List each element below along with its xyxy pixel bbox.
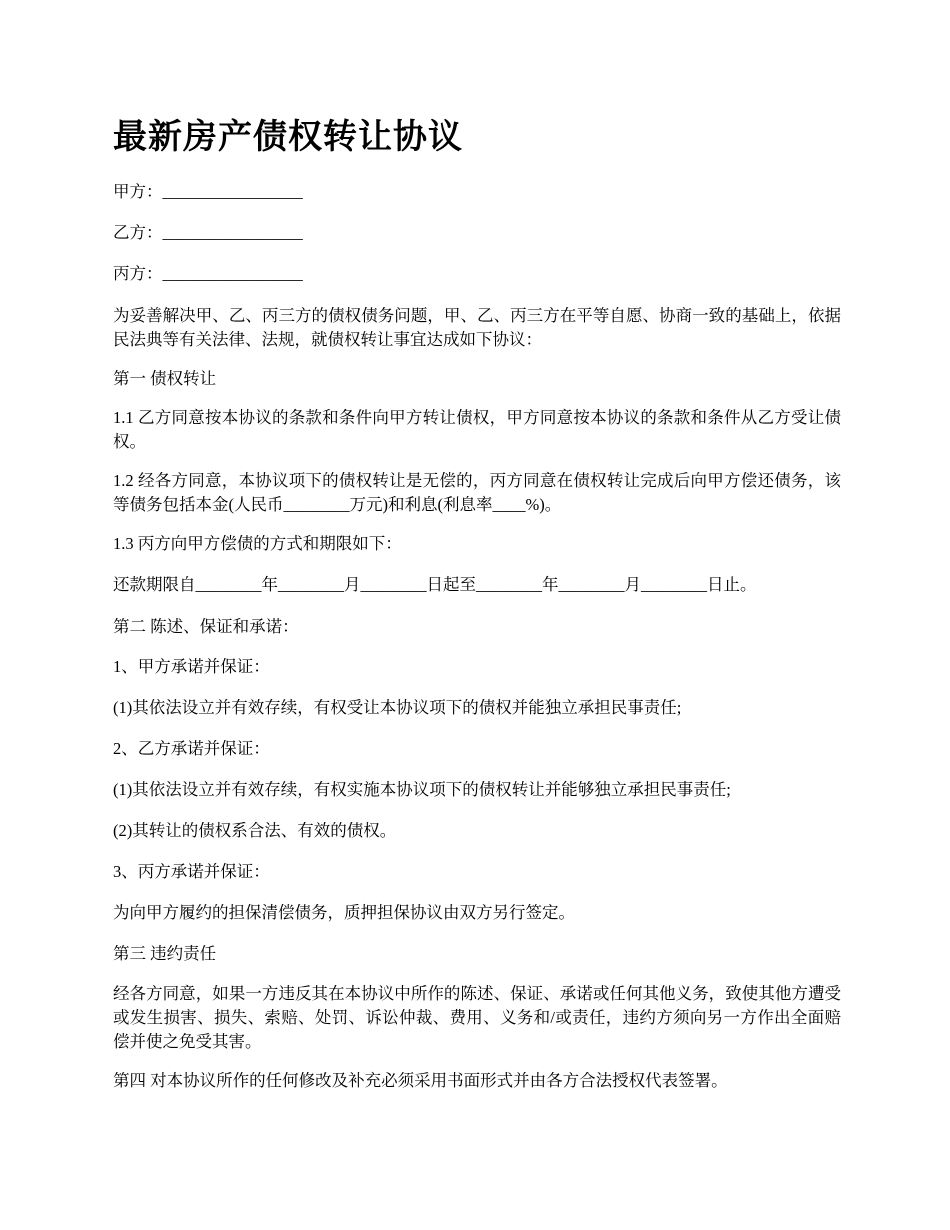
repayment-period-line: 还款期限自________年________月________日起至________年________月________日止。 xyxy=(113,575,757,594)
section-4-paragraph: 第四 对本协议所作的任何修改及补充必须采用书面形式并由各方合法授权代表签署。 xyxy=(113,1071,728,1090)
party-b-commitment-item-2: (2)其转让的债权系合法、有效的债权。 xyxy=(113,821,397,840)
section-2-heading: 第二 陈述、保证和承诺： xyxy=(113,617,299,636)
document-title: 最新房产债权转让协议 xyxy=(113,117,463,157)
party-b-commitment-heading: 2、乙方承诺并保证： xyxy=(113,739,270,758)
party-c-commitment-item: 为向甲方履约的担保清偿债务，质押担保协议由双方另行签定。 xyxy=(113,903,575,922)
preamble-paragraph: 为妥善解决甲、乙、丙三方的债权债务问题，甲、乙、丙三方在平等自愿、协商一致的基础上，依据民法典等有关法律、法规，就债权转让事宜达成如下协议： xyxy=(113,306,841,349)
clause-1-2: 1.2 经各方同意，本协议项下的债权转让是无偿的，丙方同意在债权转让完成后向甲方偿还债务，该等债务包括本金(人民币________万元)和利息(利息率____%)。 xyxy=(113,471,841,514)
party-b-line: 乙方：_________________ xyxy=(113,223,303,242)
breach-liability-paragraph: 经各方同意，如果一方违反其在本协议中所作的陈述、保证、承诺或任何其他义务，致使其他方遭受或发生损害、损失、索赔、处罚、诉讼仲裁、费用、义务和/或责任，违约方须向另一方作出全面赔偿并使之免受其害。 xyxy=(113,984,841,1051)
party-a-commitment-heading: 1、甲方承诺并保证： xyxy=(113,657,270,676)
party-a-commitment-item-1: (1)其依法设立并有效存续，有权受让本协议项下的债权并能独立承担民事责任; xyxy=(113,698,682,717)
section-1-heading: 第一 债权转让 xyxy=(113,369,217,388)
section-3-heading: 第三 违约责任 xyxy=(113,944,217,963)
party-a-line: 甲方：_________________ xyxy=(113,182,303,201)
party-c-line: 丙方：_________________ xyxy=(113,264,303,283)
clause-1-3: 1.3 丙方向甲方偿债的方式和期限如下： xyxy=(113,534,402,553)
clause-1-1: 1.1 乙方同意按本协议的条款和条件向甲方转让债权，甲方同意按本协议的条款和条件从乙方受让债权。 xyxy=(113,408,841,451)
party-b-commitment-item-1: (1)其依法设立并有效存续，有权实施本协议项下的债权转让并能够独立承担民事责任; xyxy=(113,780,731,799)
party-c-commitment-heading: 3、丙方承诺并保证： xyxy=(113,862,270,881)
